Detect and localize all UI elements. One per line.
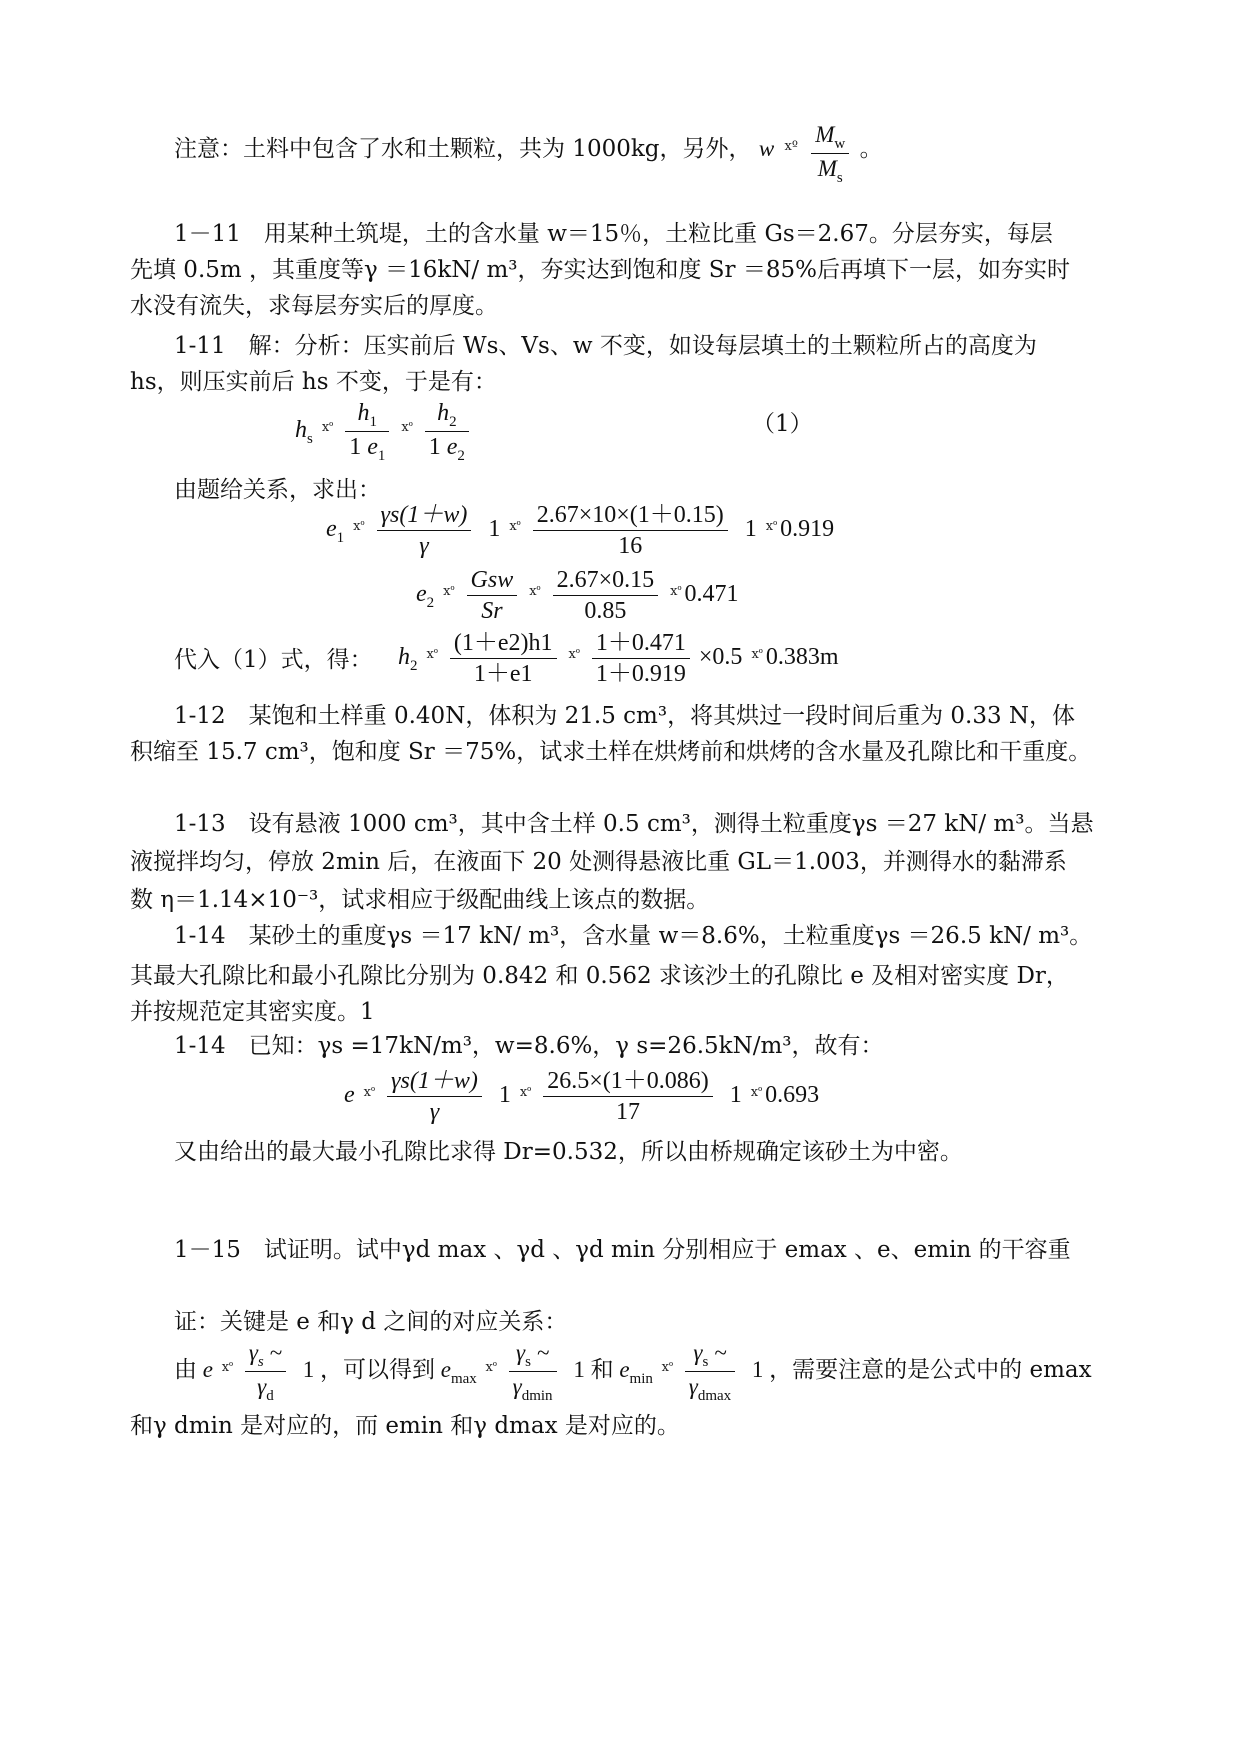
equals-mark: ⅹº xyxy=(670,583,682,599)
e1-num2: 2.67×10×(1＋0.15) xyxy=(533,500,728,531)
equals-mark: ⅹº xyxy=(321,419,334,435)
frac-e1-num xyxy=(533,500,728,561)
note-text: 注意：土料中包含了水和土颗粒，共为 1000kg，另外， xyxy=(174,136,752,162)
equals-mark: ⅹº xyxy=(485,1358,497,1374)
a114-conclusion: 又由给出的最大最小孔隙比求得 Dr=0.532，所以由桥规确定该砂土为中密。 xyxy=(174,1139,963,1165)
e2-num: Gsw xyxy=(467,565,518,596)
e2-den: Sr xyxy=(481,598,503,624)
equation-e-114: e $^{ⅹº}$ $\frac{\gamma s(1+w)}{\gamma}$ 1 $^{ⅹº}$ $\frac{26.5\times(1+0.086)}{17}$ 1 $^{ⅹº}$ 0.693 xyxy=(344,1068,820,1125)
q114-line1: 1-14 某砂土的重度γs ＝17 kN/ m³，含水量 w＝8.6%，土粒重度γs ＝26.5 kN/ m³。 xyxy=(174,923,1093,949)
h2-den: 1＋e1 xyxy=(473,661,533,687)
q113-line2: 液搅拌均匀，停放 2min 后，在液面下 20 处测得悬液比重 GL＝1.003，并测得水的黏滞系 xyxy=(130,849,1067,875)
equals-mark: ⅹº xyxy=(509,518,521,534)
h2-num: (1＋e2)h1 xyxy=(450,628,557,659)
frac-gs-gdmax: $\frac{\gamma_s \sim}{\gamma_{dmax}}$ xyxy=(685,1338,735,1405)
frac-h2-sym xyxy=(450,628,557,689)
frac-gs-gdmin: $\frac{\gamma_s \sim}{\gamma_{dmin}}$ xyxy=(509,1338,557,1405)
equals-mark: ⅹº xyxy=(765,518,778,534)
note-end: 。 xyxy=(859,136,883,162)
by-text: 由 xyxy=(174,1356,197,1383)
fraction-mw-ms xyxy=(811,120,849,187)
e-den: γ xyxy=(429,1099,440,1125)
frac-e-num xyxy=(543,1066,713,1127)
q114-line3: 并按规范定其密实度。1 xyxy=(130,999,375,1025)
q111-line1: 1－11 用某种土筑堤，土的含水量 w＝15％，土粒比重 Gs＝2.67。分层夯实，每层 xyxy=(174,221,1053,247)
h2-den2: 1＋0.919 xyxy=(595,661,686,687)
minus-one: 1 xyxy=(751,1356,764,1382)
frac-h2: $\frac{h_2}{1 e_2}$ xyxy=(425,398,469,465)
minus-one: 1 xyxy=(573,1356,585,1382)
equals-mark: ⅹº xyxy=(363,1084,376,1100)
equals-mark: ⅹº xyxy=(661,1358,673,1374)
den-M: M xyxy=(817,156,837,181)
equals-mark: ⅹº xyxy=(353,518,365,534)
equation-e2: $e_2$ $^{ⅹº}$ $\frac{\text{Gsw}}{Sr}$ $^{ⅹº}$ $\frac{2.67\times 0.15}{0.85}$ $^{ⅹº}$ 0.471 xyxy=(416,567,739,624)
q111-line3: 水没有流失，求每层夯实后的厚度。 xyxy=(130,293,498,319)
equals-mark: ⅹº xyxy=(751,646,763,662)
e-num: γs(1＋w) xyxy=(387,1066,482,1097)
h2-num2: 1＋0.471 xyxy=(592,628,690,659)
hs: $h_s$ xyxy=(295,417,313,448)
equals-mark: ⅹº xyxy=(443,583,455,599)
frac-e2-num xyxy=(553,565,659,626)
e1-num: γs(1＋w) xyxy=(377,500,472,531)
minus-one: 1 xyxy=(498,1082,511,1109)
given-line: 由题给关系，求出： xyxy=(174,477,381,503)
den-sub: s xyxy=(836,170,843,186)
q113-line1: 1-13 设有悬液 1000 cm³，其中含土样 0.5 cm³，测得土粒重度γs ＝27 kN/ m³。当悬 xyxy=(174,811,1094,837)
e1-den: γ xyxy=(419,533,429,559)
equals-mark: ⅹº xyxy=(750,1084,763,1100)
proof-last-line: 和γ dmin 是对应的，而 emin 和γ dmax 是对应的。 xyxy=(130,1413,680,1439)
equals-mark: ⅹº xyxy=(784,139,798,154)
e-result: 0.693 xyxy=(765,1082,820,1109)
e1-den2: 16 xyxy=(618,533,643,559)
e2-num2: 2.67×0.15 xyxy=(553,565,659,596)
e-num2: 26.5×(1＋0.086) xyxy=(543,1066,713,1097)
note-line xyxy=(174,120,883,187)
proof-equation: 由 e $^{ⅹº}$ $\frac{\gamma_s \sim}{\gamma_d}$ 1 ，可以得到 $e_{max}$ $^{ⅹº}$ $\frac{\gamma_s \sim}{\gamma_{dmin}}$ 1 和 $e_{min}$ $^{ⅹº}$ $\frac{\gamma_s \sim}{\gamma_{dmax}}$ 1 ，需要注意的是公式中的 emax xyxy=(174,1340,1092,1404)
a114-known: 1-14 已知：γs =17kN/m³，w=8.6%，γ s=26.5kN/m³，故有： xyxy=(174,1033,884,1059)
equals-mark: ⅹº xyxy=(426,646,438,662)
frac-gs-gd: $\frac{\gamma_s \sim}{\gamma_d}$ xyxy=(245,1338,286,1405)
q112-line2: 积缩至 15.7 cm³，饱和度 Sr ＝75%，试求土样在烘烤前和烘烤的含水量及孔隙比和干重度。 xyxy=(130,739,1092,765)
minus-one: 1 xyxy=(488,516,501,543)
frac-e1-sym xyxy=(377,500,472,561)
substitute-line: 代入（1）式，得： xyxy=(174,647,373,673)
frac-h2-num xyxy=(592,628,690,689)
minus-one: 1 xyxy=(302,1356,315,1382)
h2-tail: ×0.5 xyxy=(698,644,743,671)
e2-den2: 0.85 xyxy=(584,598,627,624)
e-den2: 17 xyxy=(615,1099,640,1125)
minus-one: 1 xyxy=(744,516,757,543)
var-w: w xyxy=(758,136,775,161)
equation-1-label: （1） xyxy=(752,411,813,437)
note-tail-text: ，需要注意的是公式中的 emax xyxy=(769,1356,1092,1383)
a111-line2: hs，则压实前后 hs 不变，于是有： xyxy=(130,369,497,395)
equals-mark: ⅹº xyxy=(519,1084,532,1100)
frac-e-sym xyxy=(387,1066,482,1127)
q111-line2: 先填 0.5m ，其重度等γ ＝16kN/ m³，夯实达到饱和度 Sr ＝85%后再填下一层，如夯实时 xyxy=(130,257,1070,283)
a111-line1: 1-11 解：分析：压实前后 Ws、Vs、w 不变，如设每层填土的土颗粒所占的高度为 xyxy=(174,333,1037,359)
proof-intro: 证：关键是 e 和γ d 之间的对应关系： xyxy=(174,1309,568,1335)
equals-mark: ⅹº xyxy=(568,646,580,662)
q114-line2: 其最大孔隙比和最小孔隙比分别为 0.842 和 0.562 求该沙土的孔隙比 e 及相对密实度 Dr， xyxy=(130,963,1069,989)
num-sub: w xyxy=(834,136,846,152)
h2-result: 0.383m xyxy=(765,644,839,671)
equation-e1: $e_1$ $^{ⅹº}$ $\frac{\gamma s(1+w)}{\gamma}$ 1 $^{ⅹº}$ $\frac{2.67\times 10\times(1+0.15)}{16}$ 1 $^{ⅹº}$ 0.919 xyxy=(326,502,835,559)
q113-line3: 数 η＝1.14×10⁻³，试求相应于级配曲线上该点的数据。 xyxy=(130,887,710,913)
equation-h2: $h_2$ $^{ⅹº}$ $\frac{(1+e2)h1}{1+e1}$ $^{ⅹº}$ $\frac{1+0.471}{1+0.919}$ ×0.5 $^{ⅹº}$ 0.383m xyxy=(398,630,839,687)
e1-result: 0.919 xyxy=(780,516,835,543)
equals-mark: ⅹº xyxy=(401,419,413,435)
and-text: 和 xyxy=(590,1356,614,1383)
q112-line1: 1-12 某饱和土样重 0.40N，体积为 21.5 cm³，将其烘过一段时间后重为 0.33 N，体 xyxy=(174,703,1076,729)
equals-mark: ⅹº xyxy=(529,583,541,599)
can-get-text: ，可以得到 xyxy=(319,1356,435,1383)
frac-e2-sym xyxy=(467,565,518,626)
frac-h1: $\frac{h_1}{1 e_1}$ xyxy=(345,398,389,465)
e2-result: 0.471 xyxy=(684,581,739,608)
equals-mark: ⅹº xyxy=(221,1358,234,1374)
q115-line: 1－15 试证明。试中γd max 、γd 、γd min 分别相应于 emax 、e、emin 的干容重 xyxy=(174,1237,1071,1263)
minus-one: 1 xyxy=(729,1082,742,1109)
num-M: M xyxy=(815,122,835,147)
equation-1 xyxy=(295,398,472,465)
